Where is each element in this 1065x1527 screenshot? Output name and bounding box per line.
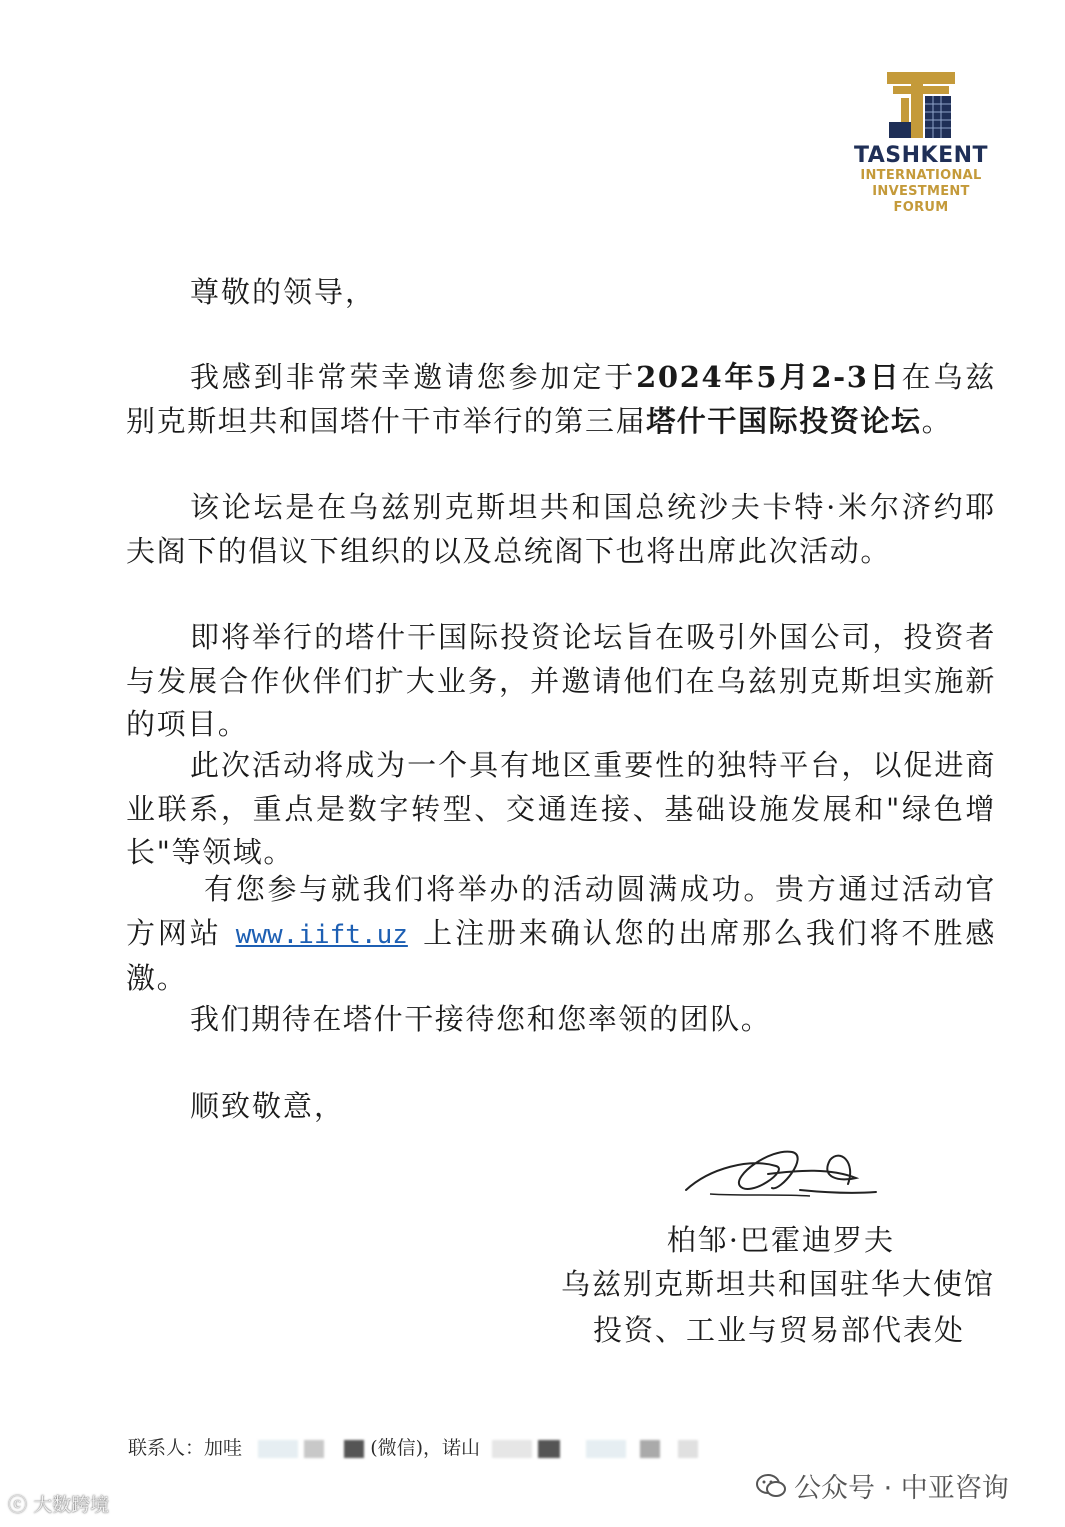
redacted-block	[258, 1440, 298, 1458]
paragraph-platform: 此次活动将成为一个具有地区重要性的独特平台，以促进商业联系，重点是数字转型、交通连接、基础设施发展和"绿色增长"等领域。	[126, 748, 996, 869]
registration-text-b: 上注册来确认您的出席那么我们将不胜感激。	[126, 915, 996, 995]
registration-text-a: 有您参与就我们将举办的活动圆满成功。贵方通过活动官方网站	[126, 872, 996, 950]
forum-logo	[836, 70, 1006, 235]
paragraph-initiative: 该论坛是在乌兹别克斯坦共和国总统沙夫卡特·米尔济约耶夫阁下的倡议下组织的以及总统阁下也将出席此次活动。	[126, 490, 996, 568]
forum-date: 2024年5月2-3日	[636, 360, 902, 394]
watermark-right-text: 公众号 · 中亚咨询	[794, 1473, 1009, 1504]
watermark-right	[756, 1466, 1009, 1505]
redacted-block	[304, 1440, 324, 1458]
redacted-block	[538, 1440, 560, 1458]
watermark-left-text: 大数跨境	[33, 1494, 110, 1516]
forum-name: 塔什干国际投资论坛	[646, 403, 922, 438]
greeting: 尊敬的领导，	[190, 275, 377, 309]
logo-subtitle-3: FORUM	[893, 200, 949, 215]
contact-wechat: (微信)，诺山	[370, 1437, 481, 1459]
invitation-text-b: 在乌兹别克斯坦共和国塔什干市举行的第三届	[126, 360, 996, 438]
contact-line	[128, 1434, 698, 1462]
redacted-block	[640, 1440, 660, 1458]
redacted-block	[678, 1440, 698, 1458]
logo-title: TASHKENT	[853, 143, 989, 168]
redacted-block	[586, 1440, 626, 1458]
contact-label: 联系人：加哇	[128, 1437, 243, 1459]
watermark-left	[8, 1490, 109, 1517]
watermark-logo-icon: ⓒ	[8, 1494, 28, 1516]
paragraph-invitation	[126, 356, 996, 443]
signatory-name: 柏邹·巴霍迪罗夫	[666, 1223, 895, 1257]
paragraph-welcome: 我们期待在塔什干接待您和您率领的团队。	[190, 1002, 772, 1036]
invitation-text-c: 。	[921, 403, 953, 438]
invitation-text-a: 我感到非常荣幸邀请您参加定于	[190, 360, 637, 394]
website-link[interactable]: www.iift.uz	[235, 919, 408, 950]
redacted-block	[344, 1440, 364, 1458]
signatory-department: 投资、工业与贸易部代表处	[592, 1313, 965, 1347]
logo-subtitle-1: INTERNATIONAL	[860, 168, 982, 183]
forum-logo-emblem	[883, 70, 959, 140]
redacted-block	[492, 1440, 532, 1458]
paragraph-purpose: 即将举行的塔什干国际投资论坛旨在吸引外国公司，投资者与发展合作伙伴们扩大业务，并邀请他们在乌兹别克斯坦实施新的项目。	[126, 620, 996, 741]
handwritten-signature	[680, 1138, 880, 1210]
wechat-icon	[756, 1473, 786, 1499]
signatory-organization: 乌兹别克斯坦共和国驻华大使馆	[560, 1267, 995, 1301]
paragraph-registration	[126, 868, 996, 1001]
logo-subtitle-2: INVESTMENT	[872, 184, 970, 199]
closing: 顺致敬意，	[190, 1089, 346, 1123]
